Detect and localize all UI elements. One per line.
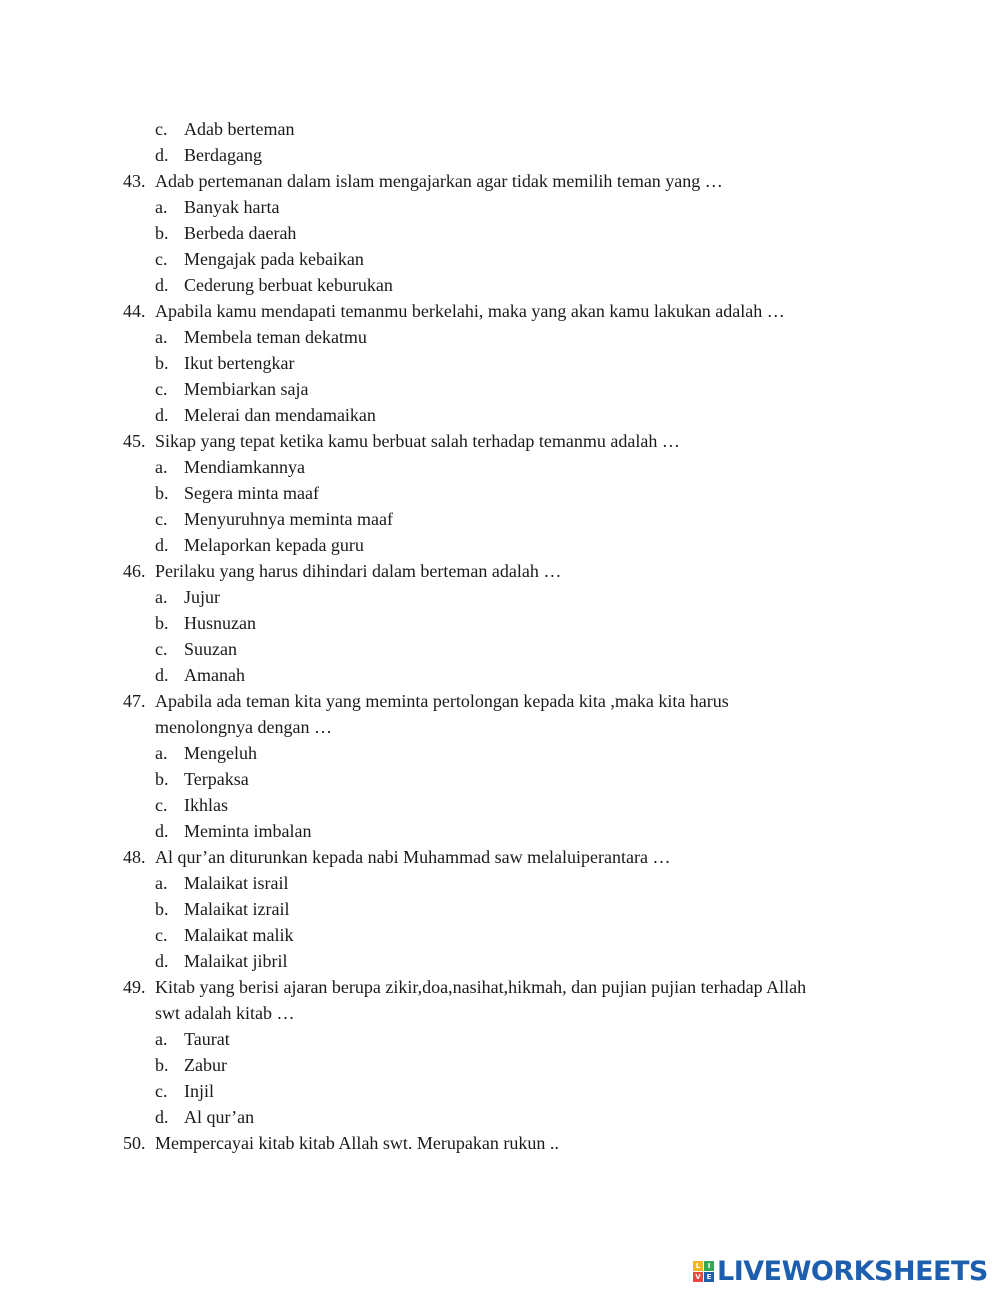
option-text: Suuzan: [184, 639, 237, 659]
question-text: Perilaku yang harus dihindari dalam berteman adalah …: [155, 561, 562, 581]
question-number: 45.: [123, 431, 146, 451]
question-number: 50.: [123, 1133, 146, 1153]
question-line: [0, 714, 1000, 740]
option-text: Membela teman dekatmu: [184, 327, 367, 347]
question-number: 48.: [123, 847, 146, 867]
option-letter: c.: [155, 379, 168, 399]
option-letter: b.: [155, 353, 169, 373]
answer-option[interactable]: [0, 662, 1000, 688]
answer-option[interactable]: [0, 506, 1000, 532]
option-text: Menyuruhnya meminta maaf: [184, 509, 393, 529]
answer-option[interactable]: [0, 220, 1000, 246]
option-letter: d.: [155, 665, 169, 685]
question-text: Apabila ada teman kita yang meminta pertolongan kepada kita ,maka kita harus: [155, 691, 729, 711]
question-line: [0, 1130, 1000, 1156]
question-number: 47.: [123, 691, 146, 711]
answer-option[interactable]: [0, 584, 1000, 610]
question-number: 49.: [123, 977, 146, 997]
answer-option[interactable]: [0, 792, 1000, 818]
option-letter: c.: [155, 509, 168, 529]
option-text: Malaikat israil: [184, 873, 289, 893]
option-text: Ikhlas: [184, 795, 228, 815]
option-text: Terpaksa: [184, 769, 249, 789]
question-text: menolongnya dengan …: [155, 717, 332, 737]
answer-option[interactable]: [0, 948, 1000, 974]
answer-option[interactable]: [0, 272, 1000, 298]
question-text: Sikap yang tepat ketika kamu berbuat salah terhadap temanmu adalah …: [155, 431, 680, 451]
option-letter: a.: [155, 327, 168, 347]
option-text: Cederung berbuat keburukan: [184, 275, 393, 295]
question-text: Apabila kamu mendapati temanmu berkelahi, maka yang akan kamu lakukan adalah …: [155, 301, 785, 321]
option-text: Malaikat jibril: [184, 951, 288, 971]
question-number: 44.: [123, 301, 146, 321]
liveworksheets-mark-icon: [693, 1261, 714, 1282]
answer-option[interactable]: [0, 818, 1000, 844]
option-text: Banyak harta: [184, 197, 280, 217]
option-letter: d.: [155, 535, 169, 555]
question-text: swt adalah kitab …: [155, 1003, 295, 1023]
option-letter: c.: [155, 925, 168, 945]
question-line: [0, 1000, 1000, 1026]
option-text: Al qur’an: [184, 1107, 255, 1127]
option-text: Injil: [184, 1081, 214, 1101]
worksheet-content: [0, 116, 1000, 1156]
answer-option[interactable]: [0, 636, 1000, 662]
option-letter: b.: [155, 769, 169, 789]
option-text: Melaporkan kepada guru: [184, 535, 364, 555]
answer-option[interactable]: [0, 194, 1000, 220]
option-letter: b.: [155, 899, 169, 919]
option-text: Meminta imbalan: [184, 821, 312, 841]
question-line: [0, 688, 1000, 714]
option-text: Berbeda daerah: [184, 223, 297, 243]
option-letter: c.: [155, 249, 168, 269]
answer-option[interactable]: [0, 1026, 1000, 1052]
logo-mark-tile: L: [693, 1261, 703, 1271]
question-line: [0, 558, 1000, 584]
option-text: Melerai dan mendamaikan: [184, 405, 376, 425]
option-text: Taurat: [184, 1029, 230, 1049]
answer-option[interactable]: [0, 454, 1000, 480]
logo-text: LIVEWORKSHEETS: [717, 1255, 988, 1287]
option-letter: b.: [155, 613, 169, 633]
answer-option[interactable]: [0, 324, 1000, 350]
option-text: Mengajak pada kebaikan: [184, 249, 364, 269]
option-text: Adab berteman: [184, 119, 295, 139]
answer-option[interactable]: [0, 740, 1000, 766]
option-letter: d.: [155, 275, 169, 295]
option-letter: b.: [155, 223, 169, 243]
option-text: Malaikat izrail: [184, 899, 290, 919]
option-letter: c.: [155, 1081, 168, 1101]
option-text: Membiarkan saja: [184, 379, 309, 399]
answer-option[interactable]: [0, 376, 1000, 402]
answer-option[interactable]: [0, 922, 1000, 948]
answer-option[interactable]: [0, 766, 1000, 792]
option-text: Ikut bertengkar: [184, 353, 295, 373]
option-text: Husnuzan: [184, 613, 256, 633]
liveworksheets-logo: [693, 1256, 988, 1286]
answer-option[interactable]: [0, 480, 1000, 506]
option-letter: a.: [155, 197, 168, 217]
option-text: Mendiamkannya: [184, 457, 305, 477]
option-text: Malaikat malik: [184, 925, 294, 945]
answer-option[interactable]: [0, 610, 1000, 636]
question-text: Mempercayai kitab kitab Allah swt. Merupakan rukun ..: [155, 1133, 559, 1153]
option-letter: c.: [155, 639, 168, 659]
answer-option[interactable]: [0, 246, 1000, 272]
option-letter: b.: [155, 483, 169, 503]
option-letter: d.: [155, 145, 169, 165]
question-text: Al qur’an diturunkan kepada nabi Muhammad saw melaluiperantara …: [155, 847, 671, 867]
answer-option[interactable]: [0, 1078, 1000, 1104]
option-letter: a.: [155, 587, 168, 607]
option-text: Jujur: [184, 587, 220, 607]
option-letter: c.: [155, 119, 168, 139]
question-line: [0, 844, 1000, 870]
question-line: [0, 974, 1000, 1000]
logo-mark-tile: V: [693, 1272, 703, 1282]
question-number: 46.: [123, 561, 146, 581]
answer-option[interactable]: [0, 142, 1000, 168]
logo-mark-tile: I: [704, 1261, 714, 1271]
answer-option[interactable]: [0, 402, 1000, 428]
question-line: [0, 428, 1000, 454]
answer-option[interactable]: [0, 350, 1000, 376]
option-text: Segera minta maaf: [184, 483, 319, 503]
option-letter: d.: [155, 1107, 169, 1127]
option-letter: d.: [155, 405, 169, 425]
question-number: 43.: [123, 171, 146, 191]
option-text: Zabur: [184, 1055, 227, 1075]
question-text: Adab pertemanan dalam islam mengajarkan agar tidak memilih teman yang …: [155, 171, 723, 191]
option-letter: a.: [155, 1029, 168, 1049]
option-letter: c.: [155, 795, 168, 815]
question-text: Kitab yang berisi ajaran berupa zikir,doa,nasihat,hikmah, dan pujian pujian terhadap Allah: [155, 977, 807, 997]
answer-option[interactable]: [0, 870, 1000, 896]
answer-option[interactable]: [0, 1052, 1000, 1078]
logo-mark-tile: E: [704, 1272, 714, 1282]
option-text: Mengeluh: [184, 743, 257, 763]
option-letter: a.: [155, 873, 168, 893]
option-letter: d.: [155, 951, 169, 971]
option-letter: a.: [155, 457, 168, 477]
question-line: [0, 168, 1000, 194]
answer-option[interactable]: [0, 116, 1000, 142]
question-line: [0, 298, 1000, 324]
option-text: Berdagang: [184, 145, 262, 165]
option-letter: a.: [155, 743, 168, 763]
answer-option[interactable]: [0, 532, 1000, 558]
option-letter: d.: [155, 821, 169, 841]
option-letter: b.: [155, 1055, 169, 1075]
answer-option[interactable]: [0, 1104, 1000, 1130]
answer-option[interactable]: [0, 896, 1000, 922]
option-text: Amanah: [184, 665, 245, 685]
